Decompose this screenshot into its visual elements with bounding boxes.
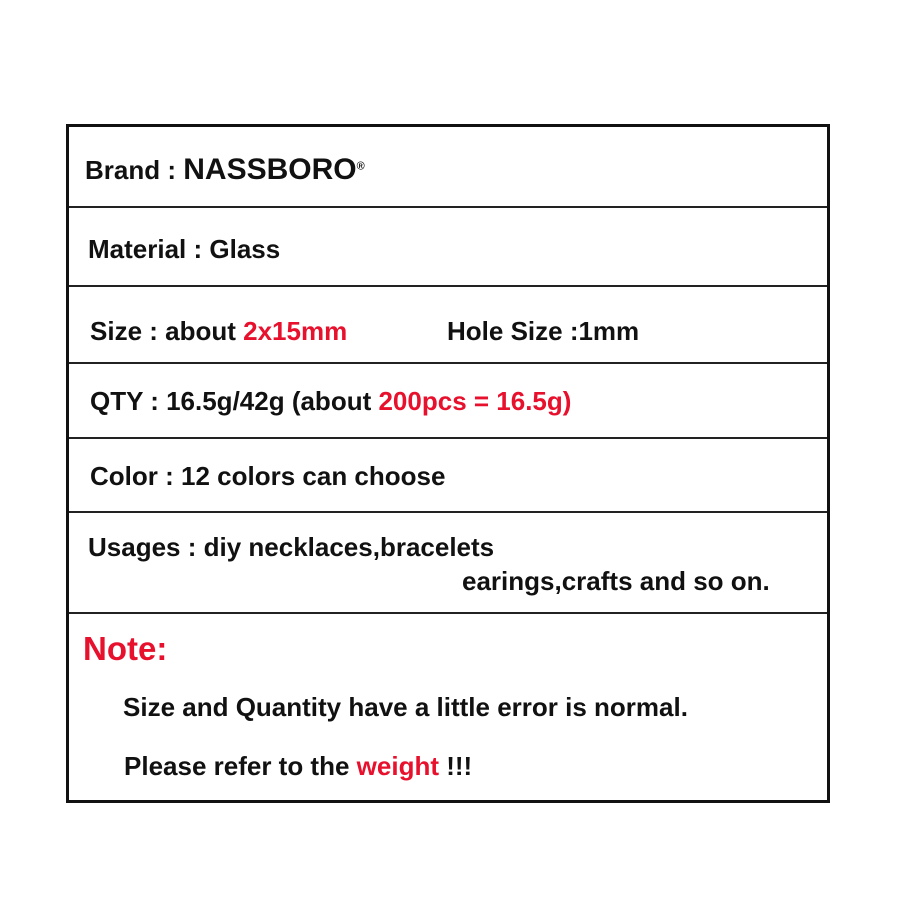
registered-mark: ®	[356, 160, 365, 173]
brand-name: NASSBORO	[183, 153, 357, 186]
size-row	[69, 287, 827, 364]
usages-text	[88, 532, 494, 563]
size-text	[90, 316, 347, 347]
material-row	[69, 208, 827, 287]
note-weight: weight	[356, 751, 439, 781]
usages-line2: earings,crafts and so on.	[462, 566, 770, 596]
note-line2-prefix: Please refer to the	[124, 751, 357, 781]
usages-row	[69, 513, 827, 614]
material-text	[88, 234, 280, 265]
color-row	[69, 439, 827, 513]
qty-highlight: 200pcs = 16.5g)	[378, 386, 572, 416]
spec-table	[66, 124, 830, 803]
note-line2	[124, 751, 472, 782]
color-value: 12 colors can choose	[181, 461, 446, 491]
brand-text	[85, 153, 365, 187]
note-title: Note:	[83, 630, 168, 667]
note-section	[69, 614, 827, 800]
brand-row	[69, 127, 827, 208]
qty-text	[90, 386, 571, 417]
size-label: Size : about	[90, 316, 244, 346]
color-label: Color :	[90, 461, 181, 491]
qty-label: QTY : 16.5g/42g (about	[90, 386, 379, 416]
note-line2-suffix: !!!	[439, 751, 473, 781]
usages-line1: diy necklaces,bracelets	[203, 532, 495, 562]
note-line1: Size and Quantity have a little error is normal.	[123, 692, 688, 722]
material-value: Glass	[209, 234, 281, 264]
hole-size-text: Hole Size :1mm	[447, 316, 640, 346]
brand-label: Brand :	[85, 155, 184, 185]
size-value: 2x15mm	[243, 316, 348, 346]
color-text	[90, 461, 445, 492]
material-label: Material :	[88, 234, 210, 264]
usages-label: Usages :	[88, 532, 204, 562]
qty-row	[69, 364, 827, 439]
